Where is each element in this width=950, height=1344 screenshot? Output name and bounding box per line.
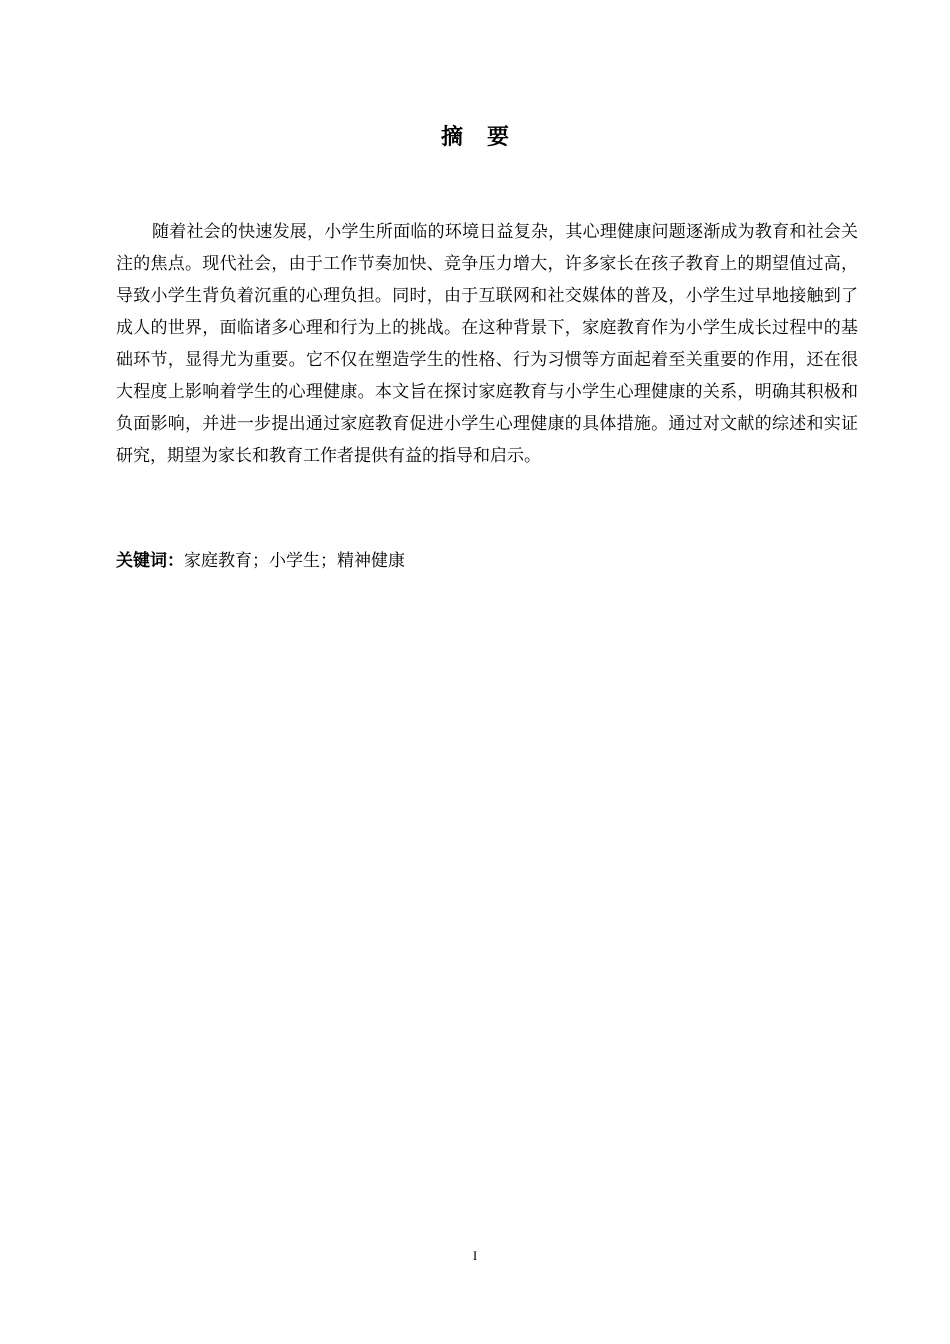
- keywords-line: [116, 545, 858, 577]
- abstract-paragraph: 随着社会的快速发展，小学生所面临的环境日益复杂，其心理健康问题逐渐成为教育和社会关注的焦点。现代社会，由于工作节奏加快、竞争压力增大，许多家长在孩子教育上的期望值过高，导致小学生背负着沉重的心理负担。同时，由于互联网和社交媒体的普及，小学生过早地接触到了成人的世界，面临诸多心理和行为上的挑战。在这种背景下，家庭教育作为小学生成长过程中的基础环节，显得尤为重要。它不仅在塑造学生的性格、行为习惯等方面起着至关重要的作用，还在很大程度上影响着学生的心理健康。本文旨在探讨家庭教育与小学生心理健康的关系，明确其积极和负面影响，并进一步提出通过家庭教育促进小学生心理健康的具体措施。通过对文献的综述和实证研究，期望为家长和教育工作者提供有益的指导和启示。: [116, 222, 858, 466]
- page-number: I: [472, 1248, 478, 1263]
- keywords-value: 家庭教育；小学生；精神健康: [184, 551, 405, 571]
- page-title: 摘要: [440, 125, 533, 150]
- keywords-label: 关键词：: [116, 551, 184, 571]
